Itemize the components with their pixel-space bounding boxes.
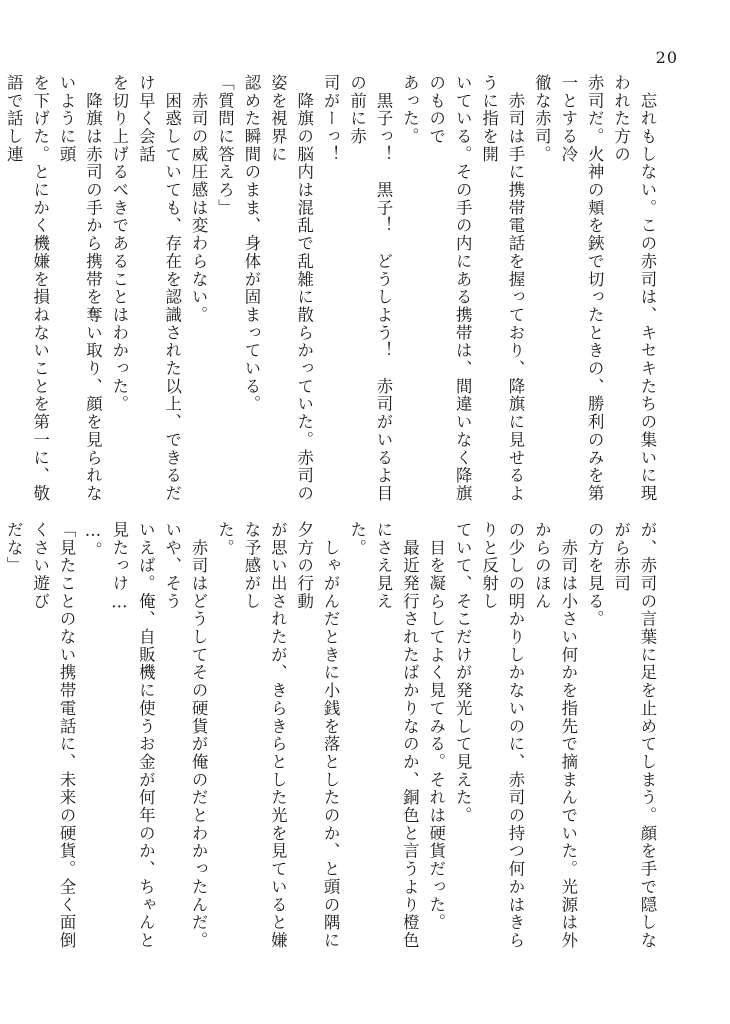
text-line: しゃがんだときに小銭を落としたのか、と頭の隅に夕方の行動 bbox=[294, 521, 341, 950]
text-line: の少しの明かりしかないのに、赤司の持つ何かはきらりと反射し bbox=[479, 521, 525, 950]
text-line: を切り上げるべきであることはわかった。 bbox=[109, 74, 129, 414]
text-line: …。 bbox=[83, 521, 103, 560]
text-line: 徹な赤司。 bbox=[532, 74, 552, 164]
text-line: 赤司だ。火神の頬を鋏で切ったときの、勝利のみを第一とする冷 bbox=[558, 74, 605, 503]
text-line: 赤司はどうしてその硬貨が俺のだとわかったんだ。いや、そう bbox=[162, 521, 209, 950]
text-line: だな」 bbox=[4, 521, 24, 575]
text-line: 赤司の威圧感は変わらない。 bbox=[189, 74, 209, 324]
page-number: 20 bbox=[655, 48, 678, 67]
text-line: 認めた瞬間のまま、身体が固まっている。 bbox=[241, 74, 261, 414]
text-line: 降旗は赤司の手から携帯を奪い取り、顔を見られないように頭 bbox=[57, 74, 103, 503]
text-line: 目を凝らしてよく見てみる。それは硬貨だった。 bbox=[426, 521, 446, 932]
text-line: いえば。俺、自販機に使うお金が何年のか、ちゃんと見たっけ… bbox=[109, 521, 156, 950]
text-line: た。 bbox=[215, 521, 235, 557]
text-line: 降旗の脳内は混乱で乱雑に散らかっていた。赤司の姿を視界に bbox=[268, 74, 314, 503]
text-line: 最近発行されたばかりなのか、銅色と言うより橙色にさえ見え bbox=[373, 521, 420, 950]
text-line: 黒子っ！ 黒子！ どうしよう！ 赤司がいるよ目の前に赤 bbox=[347, 74, 393, 503]
text-line: が、赤司の言葉に足を止めてしまう。顔を手で隠しながら赤司 bbox=[611, 521, 657, 950]
text-line: あった。 bbox=[400, 74, 420, 146]
text-line: 「質問に答えろ」 bbox=[215, 74, 235, 217]
text-block-upper bbox=[4, 74, 660, 504]
text-line: いている。その手の内にある携帯は、間違いなく降旗のもので bbox=[426, 74, 473, 503]
text-line: 困惑していても、存在を認識された以上、できるだけ早く会話 bbox=[136, 74, 182, 503]
text-line: ていて、そこだけが発光して見えた。 bbox=[453, 521, 473, 825]
text-line: 忘れもしない。この赤司は、キセキたちの集いに現われた方の bbox=[611, 74, 657, 503]
text-line: 赤司は小さい何かを指先で摘まんでいた。光源は外からのほん bbox=[532, 521, 578, 950]
text-line: 赤司は手に携帯電話を握っており、降旗に見せるように指を開 bbox=[479, 74, 525, 503]
text-line: が思い出されたが、きらきらとした光を見ていると嫌な予感がし bbox=[241, 521, 288, 950]
text-block-lower bbox=[4, 521, 660, 951]
text-line: た。 bbox=[347, 521, 367, 557]
text-line: の方を見る。 bbox=[585, 521, 605, 629]
text-line: 司がーっ！ bbox=[321, 74, 341, 164]
text-line: 「見たことのない携帯電話に、未来の硬貨。全く面倒くさい遊び bbox=[30, 521, 77, 950]
text-line: を下げた。とにかく機嫌を損ねないことを第一に、敬語で話し連 bbox=[4, 74, 50, 503]
